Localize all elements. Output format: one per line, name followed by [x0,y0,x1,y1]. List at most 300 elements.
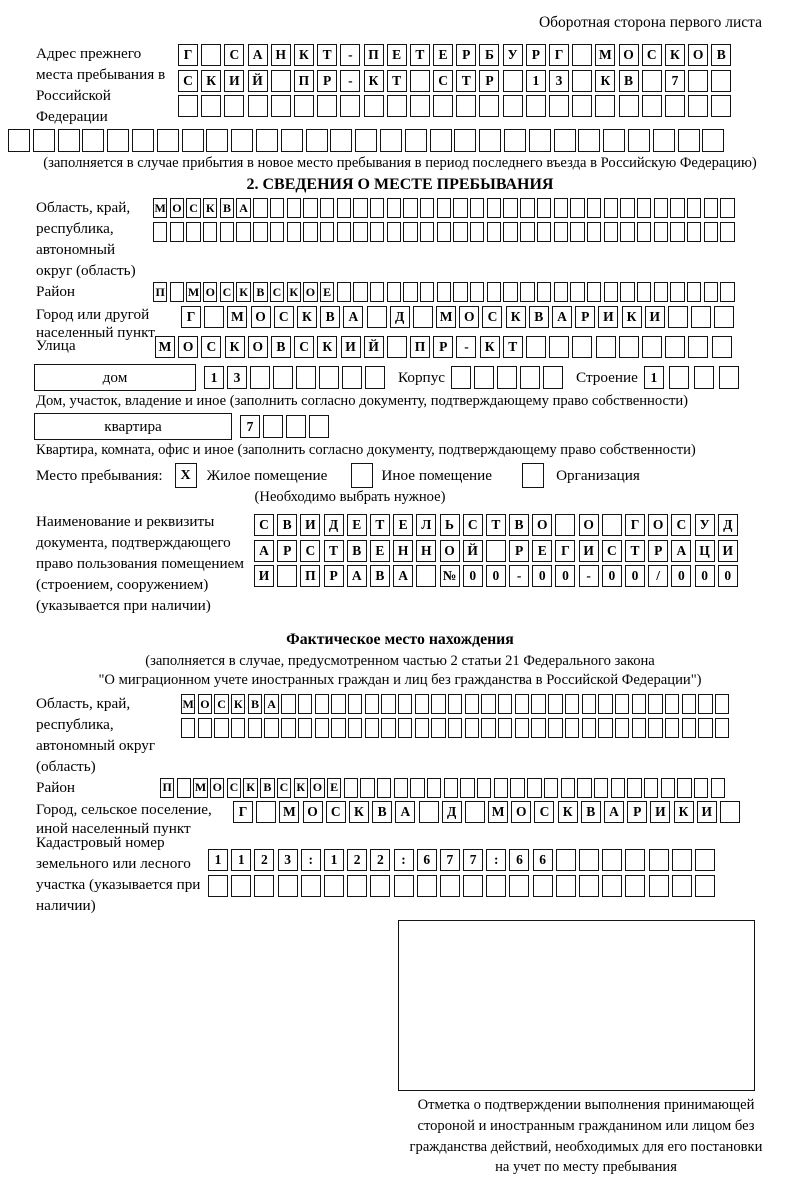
char-cell [273,366,293,389]
char-cell: Н [393,540,413,562]
char-cell [248,95,268,117]
option-zhiloe-label: Жилое помещение [206,466,328,484]
char-cell [353,222,367,242]
char-cell [579,875,599,897]
char-cell: К [287,282,301,302]
char-cell [548,718,562,738]
oblast-label: Область, край, республика, автономный округ (область) [36,199,136,280]
char-cell [470,198,484,218]
char-cell: В [711,44,731,66]
char-cell: О [303,801,323,823]
prev-address-label: Адрес прежнего места пребывания в Российской Федерации [36,45,166,125]
char-cell [619,95,639,117]
char-cell: И [300,514,320,536]
char-cell: 0 [625,565,645,587]
char-cell: Т [324,540,344,562]
char-cell [264,718,278,738]
char-cell [463,875,483,897]
char-cell: О [532,514,552,536]
char-cell [198,718,212,738]
char-cell [594,778,608,798]
char-cell: И [598,306,618,328]
char-cell: П [294,70,314,92]
char-cell [520,198,534,218]
char-cell: Е [433,44,453,66]
fact-note-line1: (заполняется в случае, предусмотренном частью 2 статьи 21 Федерального закона [145,653,655,670]
char-cell: Р [648,540,668,562]
mesto-label: Место пребывания: [36,466,163,484]
char-cell: 1 [526,70,546,92]
char-cell [526,336,546,358]
char-cell [549,95,569,117]
char-cell [687,198,701,218]
char-cell [711,70,731,92]
char-cell [337,198,351,218]
char-cell: М [153,198,167,218]
char-cell: Г [181,306,201,328]
char-cell [704,222,718,242]
char-cell [649,875,669,897]
char-cell [509,875,529,897]
char-cell [578,129,600,152]
char-cell [503,282,517,302]
char-cell [206,129,228,152]
char-cell [649,849,669,871]
char-cell [527,778,541,798]
char-cell [370,198,384,218]
char-cell: О [579,514,599,536]
checkbox-zhiloe: X [175,463,197,488]
fact-oblast-label: Область, край, республика, автономный округ (область) [36,695,156,775]
document-row-2 [254,540,741,562]
char-cell [214,718,228,738]
char-cell [677,778,691,798]
char-cell: № [440,565,460,587]
char-cell: К [294,778,308,798]
char-cell [481,718,495,738]
char-cell: К [595,70,615,92]
char-cell [687,222,701,242]
section2-title: 2. СВЕДЕНИЯ О МЕСТЕ ПРЕБЫВАНИЯ [246,176,554,194]
gorod-row [181,306,738,328]
char-cell: М [488,801,508,823]
char-cell [556,849,576,871]
char-cell [529,129,551,152]
char-cell: О [511,801,531,823]
char-cell [642,95,662,117]
char-cell [294,95,314,117]
char-cell: И [579,540,599,562]
char-cell [602,875,622,897]
char-cell [403,282,417,302]
kvartira-row [34,413,800,440]
char-cell: С [178,70,198,92]
char-cell [619,336,639,358]
char-cell [367,306,387,328]
char-cell: 3 [278,849,298,871]
char-cell [661,778,675,798]
char-cell [625,875,645,897]
char-cell: В [619,70,639,92]
char-cell [678,129,700,152]
fact-gorod-block [36,801,800,837]
char-cell [381,718,395,738]
char-cell [248,718,262,738]
char-cell [695,875,715,897]
char-cell [498,718,512,738]
char-cell: Й [248,70,268,92]
char-cell: О [459,306,479,328]
char-cell [572,95,592,117]
char-cell [694,778,708,798]
char-cell [410,70,430,92]
char-cell: Н [416,540,436,562]
char-cell [403,198,417,218]
char-cell [572,44,592,66]
char-cell [387,222,401,242]
char-cell [415,694,429,714]
char-cell [370,222,384,242]
char-cell: С [463,514,483,536]
char-cell: Й [364,336,384,358]
char-cell [431,718,445,738]
char-cell [286,415,306,438]
char-cell [394,875,414,897]
char-cell [637,198,651,218]
char-cell: О [688,44,708,66]
char-cell: В [320,306,340,328]
char-cell [437,282,451,302]
char-cell: 2 [254,849,274,871]
char-cell: Р [526,44,546,66]
char-cell: К [674,801,694,823]
char-cell: С [186,198,200,218]
char-cell [433,95,453,117]
gorod-block [36,305,800,341]
char-cell [365,366,385,389]
char-cell: И [224,70,244,92]
char-cell: 0 [695,565,715,587]
char-cell [403,222,417,242]
char-cell [531,694,545,714]
char-cell: 0 [602,565,622,587]
char-cell [344,778,358,798]
char-cell [107,129,129,152]
char-cell: Т [387,70,407,92]
char-cell [465,694,479,714]
char-cell: 0 [532,565,552,587]
char-cell: Д [718,514,738,536]
char-cell [503,70,523,92]
char-cell [444,778,458,798]
char-cell [682,694,696,714]
char-cell: Т [317,44,337,66]
char-cell: П [160,778,174,798]
kadastr-block [36,833,800,917]
char-cell [670,222,684,242]
fact-note-line2: "О миграционном учете иностранных граждан и лиц без гражданства в Российской Федерации") [98,672,702,689]
char-cell: Р [509,540,529,562]
char-cell [236,222,250,242]
char-cell [303,198,317,218]
char-cell: Р [627,801,647,823]
char-cell [347,875,367,897]
char-cell [231,875,251,897]
char-cell: А [254,540,274,562]
char-cell [503,222,517,242]
char-cell [415,718,429,738]
char-cell [695,849,715,871]
char-cell [648,718,662,738]
char-cell [348,718,362,738]
char-cell [654,198,668,218]
stamp-area-box [398,920,755,1091]
char-cell: - [509,565,529,587]
char-cell [387,282,401,302]
char-cell: 0 [671,565,691,587]
char-cell [554,198,568,218]
char-cell: Е [532,540,552,562]
char-cell [554,222,568,242]
prev-address-note: (заполняется в случае прибытия в новое место пребывания в период последнего въезда в Российскую Федерацию) [43,155,757,172]
char-cell: С [294,336,314,358]
char-cell [278,875,298,897]
char-cell [715,694,729,714]
char-cell: В [529,306,549,328]
stamp-caption-line: гражданства действий, необходимых для его постановки [409,1138,763,1155]
char-cell [477,778,491,798]
char-cell [620,282,634,302]
char-cell [270,222,284,242]
char-cell: 2 [347,849,367,871]
char-cell: П [410,336,430,358]
char-cell [465,801,485,823]
char-cell [704,282,718,302]
char-cell [277,565,297,587]
char-cell [33,129,55,152]
char-cell [598,694,612,714]
char-cell [58,129,80,152]
char-cell [430,129,452,152]
char-cell [253,222,267,242]
char-cell [364,95,384,117]
char-cell [720,198,734,218]
char-cell [565,718,579,738]
char-cell: О [440,540,460,562]
char-cell [387,198,401,218]
char-cell: Т [503,336,523,358]
char-cell [572,336,592,358]
char-cell: М [279,801,299,823]
char-cell: В [220,198,234,218]
char-cell [603,129,625,152]
stamp-caption [390,1095,782,1178]
char-cell [561,778,575,798]
char-cell [665,694,679,714]
char-cell [653,129,675,152]
char-cell [611,778,625,798]
char-cell [431,694,445,714]
char-cell [453,282,467,302]
char-cell: А [604,801,624,823]
char-cell [355,129,377,152]
char-cell [337,222,351,242]
char-cell [503,198,517,218]
char-cell: М [436,306,456,328]
char-cell [604,222,618,242]
raion-block [36,282,800,306]
checkbox-inoe [351,463,373,488]
ulitsa-row [155,336,735,358]
char-cell [309,415,329,438]
checkbox-organizaciya [522,463,544,488]
char-cell: С [534,801,554,823]
char-cell [337,282,351,302]
char-cell [380,129,402,152]
char-cell: С [602,540,622,562]
char-cell [315,694,329,714]
char-cell [515,694,529,714]
char-cell: Е [370,540,390,562]
char-cell [719,366,739,389]
char-cell: Е [327,778,341,798]
char-cell [570,282,584,302]
stamp-caption-line: стороной и иностранным гражданином или лицом без [417,1118,755,1134]
char-cell [637,282,651,302]
char-cell: У [695,514,715,536]
char-cell [548,694,562,714]
char-cell: С [201,336,221,358]
char-cell: А [347,565,367,587]
char-cell: Р [575,306,595,328]
char-cell [537,198,551,218]
char-cell [437,198,451,218]
char-cell [632,694,646,714]
char-cell [494,778,508,798]
char-cell [698,694,712,714]
char-cell [648,694,662,714]
char-cell: С [300,540,320,562]
char-cell [698,718,712,738]
char-cell: О [310,778,324,798]
char-cell [220,222,234,242]
dom-label-box: дом [34,364,196,391]
char-cell: С [482,306,502,328]
char-cell: В [277,514,297,536]
fact-oblast-row-1 [181,694,732,714]
char-cell [370,282,384,302]
char-cell: О [248,336,268,358]
oblast-row-2 [153,222,737,242]
fact-oblast-block [36,694,800,778]
korpus-label: Корпус [398,368,446,386]
char-cell: 0 [555,565,575,587]
char-cell [596,336,616,358]
char-cell [712,336,732,358]
prev-address-row-4 [8,129,800,152]
document-row-1 [254,514,741,536]
char-cell [688,95,708,117]
option-organizaciya-label: Организация [556,466,640,484]
char-cell [644,778,658,798]
char-cell: С [642,44,662,66]
char-cell [398,694,412,714]
document-block [36,512,800,617]
prev-address-block [36,44,800,128]
char-cell [186,222,200,242]
char-cell [582,694,596,714]
char-cell [720,222,734,242]
char-cell [720,282,734,302]
char-cell: 1 [324,849,344,871]
char-cell [271,70,291,92]
char-cell [353,282,367,302]
raion-label: Район [36,283,76,301]
char-cell: Т [410,44,430,66]
char-cell [465,718,479,738]
char-cell: Н [271,44,291,66]
dom-cells [204,366,388,389]
char-cell [533,875,553,897]
char-cell: М [227,306,247,328]
char-cell [555,514,575,536]
kadastr-row-2 [208,875,718,897]
char-cell: 6 [533,849,553,871]
char-cell [320,222,334,242]
char-cell: Г [233,801,253,823]
char-cell: С [671,514,691,536]
char-cell [153,222,167,242]
char-cell: И [650,801,670,823]
ulitsa-block [36,336,800,362]
fact-raion-label: Район [36,778,76,796]
char-cell [556,875,576,897]
char-cell [604,198,618,218]
char-cell [82,129,104,152]
char-cell: К [622,306,642,328]
char-cell [303,222,317,242]
char-cell: О [203,282,217,302]
char-cell [405,129,427,152]
char-cell: К [203,198,217,218]
char-cell [587,198,601,218]
char-cell [497,366,517,389]
char-cell [181,718,195,738]
char-cell [537,222,551,242]
char-cell: И [697,801,717,823]
char-cell [665,336,685,358]
char-cell: В [372,801,392,823]
char-cell [486,875,506,897]
char-cell [398,718,412,738]
char-cell [670,198,684,218]
char-cell [620,198,634,218]
char-cell: 7 [240,415,260,438]
gorod-label: Город или другой населенный пункт [36,305,155,341]
char-cell [387,95,407,117]
char-cell [627,778,641,798]
char-cell: О [170,198,184,218]
char-cell: П [153,282,167,302]
char-cell: А [236,198,250,218]
char-cell [510,778,524,798]
fact-gorod-row [233,801,743,823]
char-cell: Е [320,282,334,302]
char-cell [298,694,312,714]
char-cell: С [326,801,346,823]
stroenie-cells [644,366,744,389]
char-cell [201,44,221,66]
